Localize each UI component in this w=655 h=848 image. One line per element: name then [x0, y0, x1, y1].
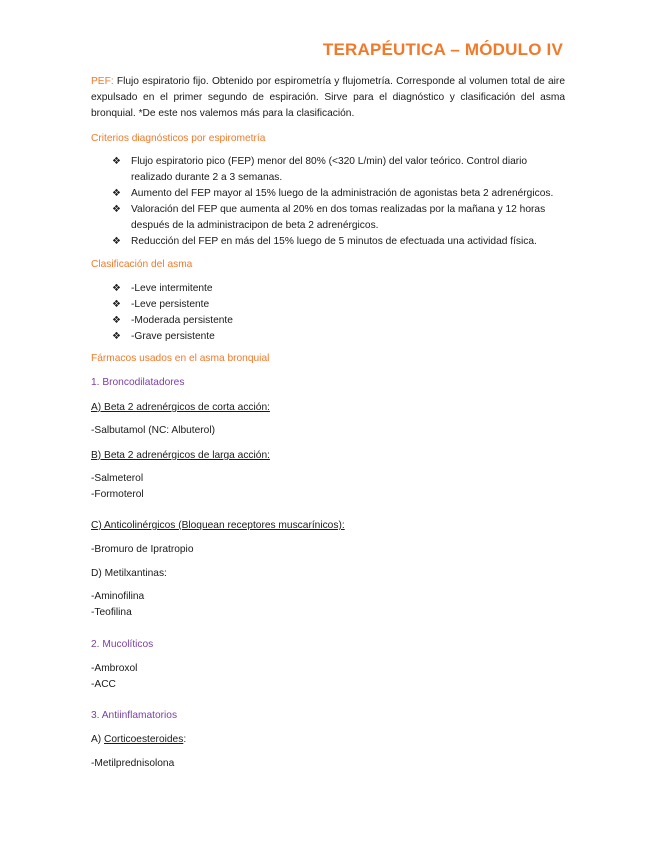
diamond-bullet-icon: ❖ [112, 299, 121, 310]
broncodilatadores-heading: 1. Broncodilatadores [91, 377, 185, 388]
list-item: ❖ Valoración del FEP que aumenta al 20% en dos tomas realizadas por la mañana y 12 horas después de la administracipon de beta 2 adrenérgicos. [112, 204, 546, 231]
diamond-bullet-icon: ❖ [112, 236, 121, 247]
diamond-bullet-icon: ❖ [112, 283, 121, 294]
clasificacion-list [112, 281, 567, 345]
drug-item: -Formoterol [91, 489, 144, 500]
drug-item: -Salbutamol (NC: Albuterol) [91, 425, 215, 436]
diamond-bullet-icon: ❖ [112, 204, 121, 215]
mucoliticos-heading: 2. Mucolíticos [91, 639, 154, 650]
drug-item: -ACC [91, 679, 116, 690]
drug-item: -Ambroxol [91, 663, 138, 674]
beta2-larga-title: B) Beta 2 adrenérgicos de larga acción: [91, 450, 270, 461]
pef-text: Flujo espiratorio fijo. Obtenido por espirometría y flujometría. Corresponde al volumen total de aire expulsado en el primer segundo de espiración. Sirve para el diagnóstico y clasificación del asma bronquial. *De este nos valemos más para la clasificación. [91, 76, 565, 119]
criterios-list [112, 154, 567, 250]
list-item: ❖ Reducción del FEP en más del 15% luego de 5 minutos de efectuada una actividad física. [112, 234, 567, 250]
beta2-corta-title: A) Beta 2 adrenérgicos de corta acción: [91, 402, 270, 413]
drug-item: -Metilprednisolona [91, 758, 175, 769]
metilxantinas-title: D) Metilxantinas: [91, 568, 167, 579]
pef-label: PEF: [91, 76, 114, 87]
list-item: ❖ Flujo espiratorio pico (FEP) menor del 80% (<320 L/min) del valor teórico. Control diario realizado durante 2 a 3 semanas. [112, 156, 528, 183]
list-item: ❖ -Moderada persistente [112, 313, 567, 329]
drug-item: -Aminofilina [91, 591, 145, 602]
list-item: ❖ Aumento del FEP mayor al 15% luego de la administración de agonistas beta 2 adrenérgicos. [112, 186, 567, 202]
pef-paragraph [91, 74, 565, 122]
diamond-bullet-icon: ❖ [112, 188, 121, 199]
diamond-bullet-icon: ❖ [112, 315, 121, 326]
antiinflamatorios-heading: 3. Antiinflamatorios [91, 710, 178, 721]
drug-item: -Bromuro de Ipratropio [91, 544, 194, 555]
drug-item: -Teofilina [91, 607, 132, 618]
list-item: ❖ -Leve intermitente [112, 281, 567, 297]
list-item: ❖ -Grave persistente [112, 329, 567, 345]
corticoesteroides-title: A) Corticoesteroides: [91, 734, 187, 745]
list-item: ❖ -Leve persistente [112, 297, 567, 313]
criterios-heading: Criterios diagnósticos por espirometría [91, 133, 266, 144]
diamond-bullet-icon: ❖ [112, 331, 121, 342]
page-title: TERAPÉUTICA – MÓDULO IV [322, 40, 563, 59]
anticolinergicos-title: C) Anticolinérgicos (Bloquean receptores muscarínicos): [91, 520, 345, 531]
diamond-bullet-icon: ❖ [112, 156, 121, 167]
farmacos-heading: Fármacos usados en el asma bronquial [91, 353, 270, 364]
clasificacion-heading: Clasificación del asma [91, 259, 193, 270]
drug-item: -Salmeterol [91, 473, 144, 484]
